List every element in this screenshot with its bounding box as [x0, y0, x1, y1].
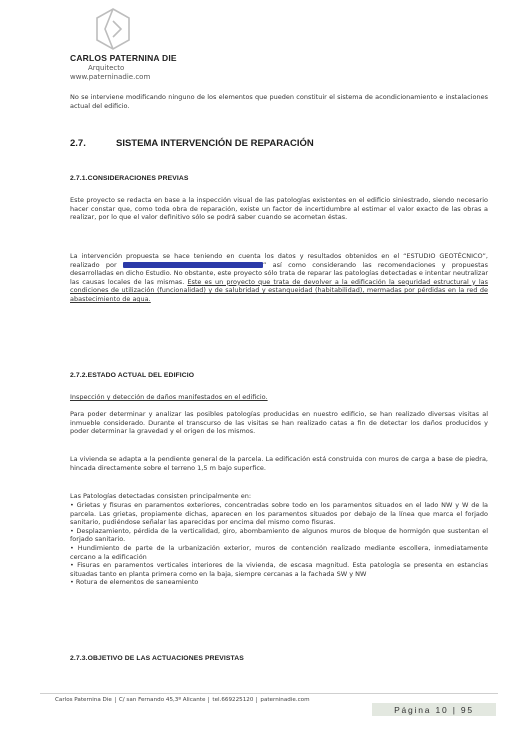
list-item: • Grietas y fisuras en paramentos exteriores, concentradas sobre todo en los paramentos situados en el lado NW y W de la parcela. Las grietas, propiamente dichas, aparecen en los paramentos situados por debajo de la línea que marca el forjado sanitario, pudiéndose señalar las aparecidas por encima del mismo como fisuras.: [70, 501, 488, 527]
project-goal-underlined: Este es un proyecto que trata de devolver a la edificación la seguridad estructural y las condiciones de utilización (funcionalidad) y de salubridad y estanqueidad (habitabilidad), mermadas por pérdidas en la red de abastecimiento de agua.: [70, 277, 488, 303]
inspection-subheading: Inspección y detección de daños manifestados en el edificio.: [70, 393, 268, 401]
subsection-heading-2-7-3: 2.7.3.OBJETIVO DE LAS ACTUACIONES PREVISTAS: [70, 655, 244, 662]
list-item: • Desplazamiento, pérdida de la verticalidad, giro, abombamiento de algunos muros de bloque de hormigón que sustentan el forjado sanitario.: [70, 526, 488, 544]
section-title: SISTEMA INTERVENCIÓN DE REPARACIÓN: [116, 138, 314, 149]
subsection-heading-2-7-2: 2.7.2.ESTADO ACTUAL DEL EDIFICIO: [70, 372, 195, 379]
geotech-text-a: La intervención propuesta se hace teniendo en cuenta los datos y resultados obtenidos en el “ESTUDIO GEOTÉCNICO”, realizado por: [70, 252, 488, 269]
footer-phone: tel.669225120: [209, 697, 257, 703]
letterhead: [70, 53, 270, 81]
firm-website[interactable]: www.paterninadie.com: [70, 73, 151, 81]
page-number: Página 10 | 95: [394, 704, 474, 715]
section-number: 2.7.: [70, 138, 86, 149]
firm-name: CARLOS PATERNINA DIE: [70, 53, 177, 63]
architect-logo-icon: [93, 7, 133, 51]
subsection-heading-2-7-1: 2.7.1.CONSIDERACIONES PREVIAS: [70, 175, 189, 182]
redacted-company-name: [123, 262, 263, 268]
list-item: • Fisuras en paramentos verticales interiores de la vivienda, de escasa magnitud. Esta patología se presenta en estancias situadas tanto en planta primera como en la baja, siempre cercanas a la fachada SW y NW: [70, 561, 488, 578]
considerations-paragraph-2: [70, 252, 488, 304]
inspection-paragraph: Para poder determinar y analizar las posibles patologías producidas en nuestro edificio, se han realizado diversas visitas al inmueble considerado. Durante el transcurso de las visitas se han realizado catas a fin de detectar los daños producidos y poder determinar la gravedad y el origen de los mismos.: [70, 410, 488, 436]
section-heading: [70, 138, 314, 149]
footer-contact: [52, 697, 313, 703]
intro-paragraph: No se interviene modificando ninguno de los elementos que pueden constituir el sistema de acondicionamiento e instalaciones actual del edificio.: [70, 93, 488, 110]
page-number-box: [372, 703, 496, 716]
list-item: • Hundimiento de parte de la urbanización exterior, muros de contención realizado mediante escollera, inmediatamente cercano a la edificación: [70, 543, 488, 561]
firm-role: Arquitecto: [88, 64, 125, 72]
considerations-paragraph-1: Este proyecto se redacta en base a la inspección visual de las patologías existentes en el edificio siniestrado, siendo necesario hacer constar que, como toda obra de reparación, existe un factor de incertidumbre al estimar el valor exacto de las obras a realizar, por lo que el valor definitivo sólo se podrá saber cuando se acometan éstas.: [70, 196, 488, 222]
building-paragraph: La vivienda se adapta a la pendiente general de la parcela. La edificación está construida con muros de carga a base de piedra, hincada directamente sobre el terreno 1,5 m bajo superfice.: [70, 455, 488, 472]
footer-name: Carlos Paternina Die: [52, 697, 116, 703]
geotech-text-b: ” así como considerando las recomendaciones y propuestas desarrolladas en dicho Estudio. No obstante, este proyecto sólo trata de reparar las patologías detectadas e intentar neutralizar las causas locales de las mismas.: [70, 260, 488, 286]
footer-website[interactable]: paterninadie.com: [260, 697, 310, 703]
list-item: • Rotura de elementos de saneamiento: [70, 578, 199, 587]
footer-address: C/ san Fernando 45,3º Alicante: [116, 697, 210, 703]
pathologies-intro: Las Patologías detectadas consisten principalmente en:: [70, 492, 252, 500]
pathologies-list: [70, 501, 488, 587]
footer-divider: [40, 693, 498, 694]
